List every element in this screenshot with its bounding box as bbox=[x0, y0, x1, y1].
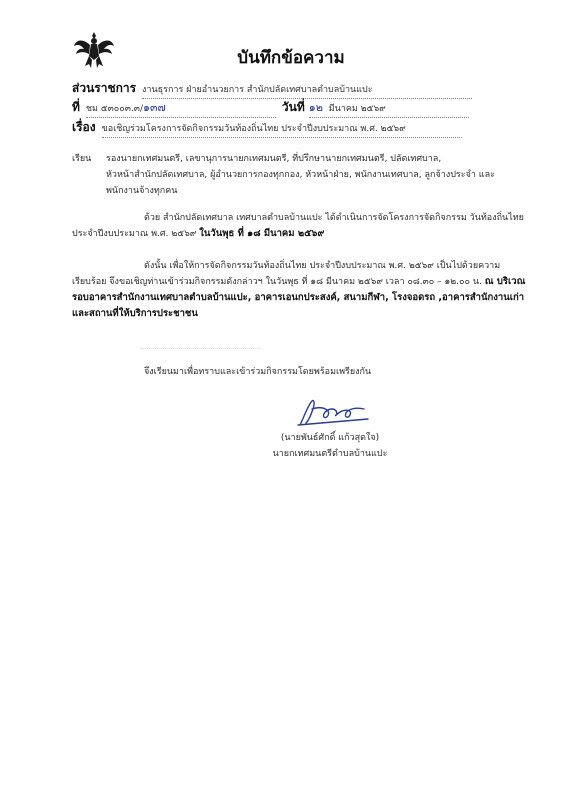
paragraph-invitation-venue: ณ บริเวณรอบอาคารสำนักงานเทศบาลตำบลบ้านแปะ, อาคารเอนกประสงค์, สนามกีฬา, โรงจอดรถ ,อาคารสำนักงานเก่า และสถานที่ให้บริการประชาชน bbox=[72, 276, 526, 319]
signatory-name: (นายพันธ์ศักดิ์ แก้วสุดใจ) bbox=[280, 433, 380, 443]
subject-label: เรื่อง bbox=[72, 120, 96, 134]
date-value bbox=[309, 100, 469, 118]
date-label: วันที่ bbox=[281, 100, 305, 114]
department-label: ส่วนราชการ bbox=[72, 81, 137, 95]
department-value: งานธุรการ ฝ่ายอำนวยการ สำนักปลัดเทศบาลตำบลบ้านแปะ bbox=[142, 82, 472, 99]
paragraph-intro bbox=[72, 210, 527, 242]
handwritten-signature bbox=[290, 395, 380, 429]
department-row bbox=[72, 79, 472, 95]
doc-number-label: ที่ bbox=[72, 100, 80, 114]
attention-line-2: หัวหน้าสำนักปลัดเทศบาล, ผู้อำนวยการกองทุกกอง, หัวหน้าฝ่าย, พนักงานเทศบาล, ลูกจ้างประจำ และ bbox=[106, 170, 495, 180]
subject-value: ขอเชิญร่วมโครงการจัดกิจกรรมวันท้องถิ่นไทย ประจำปีงบประมาณ พ.ศ. ๒๕๖๙ bbox=[102, 121, 462, 138]
doc-number-handwritten: ๑๓๗ bbox=[142, 101, 166, 114]
paragraph-intro-date: ในวันพุธ ที่ ๑๘ มีนาคม ๒๕๖๙ bbox=[199, 228, 325, 239]
paragraph-closing bbox=[72, 364, 527, 380]
faint-mark bbox=[140, 348, 260, 350]
paragraph-invitation bbox=[72, 258, 527, 322]
paragraph-closing-text: จึงเรียนมาเพื่อทราบและเข้าร่วมกิจกรรมโดยพร้อมเพรียงกัน bbox=[144, 367, 372, 377]
subject-row bbox=[72, 118, 462, 134]
attention-line-3: พนักงานจ้างทุกคน bbox=[106, 186, 178, 196]
doc-number-prefix: ชม ๕๓๐๐๓.๓/ bbox=[85, 104, 143, 114]
date-day-handwritten: ๑๒ bbox=[308, 101, 324, 114]
date-month-year: มีนาคม ๒๕๖๙ bbox=[328, 104, 386, 114]
attention-block bbox=[72, 151, 527, 199]
memo-title: บันทึกข้อความ bbox=[237, 48, 345, 68]
paragraph-invitation-text: ดังนั้น เพื่อให้การจัดกิจกรรมวันท้องถิ่นไทย ประจำปีงบประมาณ พ.ศ. ๒๕๖๙ เป็นไปด้วยความเรียบร้อย จึงขอเชิญท่านเข้าร่วมกิจกรรมดังกล่าวฯ ในวันพุธ ที่ ๑๘ มีนาคม ๒๕๖๙ เวลา ๐๘.๓๐ – ๑๒.๐๐ น. bbox=[72, 261, 501, 287]
signatory-position: นายกเทศมนตรีตำบลบ้านแปะ bbox=[272, 449, 388, 459]
doc-number-value bbox=[86, 100, 276, 118]
attention-label: เรียน bbox=[72, 154, 92, 164]
attention-line-1: รองนายกเทศมนตรี, เลขานุการนายกเทศมนตรี, ที่ปรึกษานายกเทศมนตรี, ปลัดเทศบาล, bbox=[106, 154, 442, 164]
paragraph-intro-text: ด้วย สำนักปลัดเทศบาล เทศบาลตำบลบ้านแปะ ได้ดำเนินการจัดโครงการจัดกิจกรรม วันท้องถิ่นไทย ประจำปีงบประมาณ พ.ศ. ๒๕๖๙ bbox=[72, 213, 524, 239]
doc-number-row bbox=[72, 98, 469, 114]
